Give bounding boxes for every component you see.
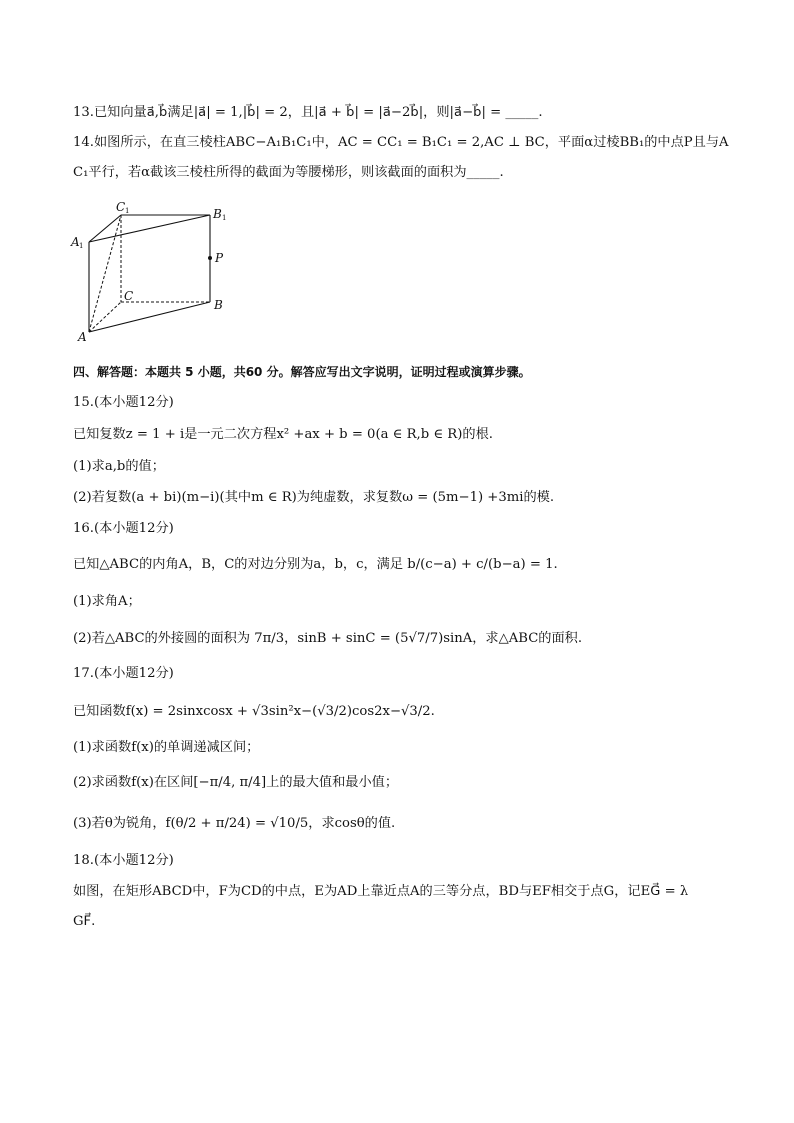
problem-17-heading: 17.(本小题12分): [73, 666, 174, 681]
problem-15-part-1: (1)求a,b的值；: [73, 459, 165, 474]
problem-17-stem: 已知函数f(x) = 2sinxcosx + √3sin²x−(√3/2)cos2x−√3/2.: [73, 704, 435, 719]
problem-16-part-2: (2)若△ABC的外接圆的面积为 7π/3，sinB + sinC = (5√7/7)sinA，求△ABC的面积.: [73, 631, 583, 646]
problem-16-heading: 16.(本小题12分): [73, 521, 174, 536]
problem-14-line-1: 14.如图所示，在直三棱柱ABC−A₁B₁C₁中，AC = CC₁ = B₁C₁ = 2,AC ⊥ BC，平面α过棱BB₁的中点P且与A: [73, 135, 729, 150]
section-4-heading: 四、解答题：本题共 5 小题，共60 分。解答应写出文字说明，证明过程或演算步骤。: [73, 365, 531, 379]
label-P: P: [215, 251, 224, 265]
problem-17-part-1: (1)求函数f(x)的单调递减区间；: [73, 740, 260, 755]
problem-18-line-1: 如图，在矩形ABCD中，F为CD的中点，E为AD上靠近点A的三等分点，BD与EF相交于点G，记EG⃗ = λ: [73, 884, 689, 899]
problem-15-stem: 已知复数z = 1 + i是一元二次方程x² +ax + b = 0(a ∈ R,b ∈ R)的根.: [73, 427, 493, 442]
label-B: B: [214, 298, 223, 312]
problem-15-heading: 15.(本小题12分): [73, 395, 174, 410]
problem-16-part-1: (1)求角A；: [73, 594, 141, 609]
problem-13: 13.已知向量a⃗,b⃗满足|a⃗| = 1,|b⃗| = 2，且|a⃗ + b⃗| = |a⃗−2b⃗|，则|a⃗−b⃗| = _____.: [73, 105, 543, 120]
problem-17-part-3: (3)若θ为锐角，f(θ/2 + π/24) = √10/5，求cosθ的值.: [73, 816, 396, 831]
label-A1: A: [71, 235, 80, 249]
svg-text:1: 1: [125, 207, 130, 215]
problem-17-part-2: (2)求函数f(x)在区间[−π/4, π/4]上的最大值和最小值；: [73, 775, 399, 790]
problem-18-heading: 18.(本小题12分): [73, 853, 174, 868]
label-B1: B: [213, 207, 222, 221]
edge-A1B1: [89, 215, 210, 242]
problem-14-line-2: C₁平行，若α截该三棱柱所得的截面为等腰梯形，则该截面的面积为_____.: [73, 165, 504, 180]
point-P: [208, 256, 212, 260]
edge-AB: [89, 302, 210, 332]
svg-text:1: 1: [79, 242, 84, 250]
problem-18-line-2: GF⃗.: [73, 914, 96, 929]
problem-15-part-2: (2)若复数(a + bi)(m−i)(其中m ∈ R)为纯虚数，求复数ω = (5m−1) +3mi的模.: [73, 490, 555, 505]
prism-figure: [66, 196, 236, 346]
svg-text:1: 1: [222, 214, 227, 222]
label-C: C: [124, 289, 134, 303]
edge-AC1: [89, 215, 121, 332]
problem-16-stem: 已知△ABC的内角A，B，C的对边分别为a，b，c，满足 b/(c−a) + c/(b−a) = 1.: [73, 557, 558, 572]
label-C1: C: [116, 200, 126, 214]
label-A: A: [78, 330, 87, 344]
